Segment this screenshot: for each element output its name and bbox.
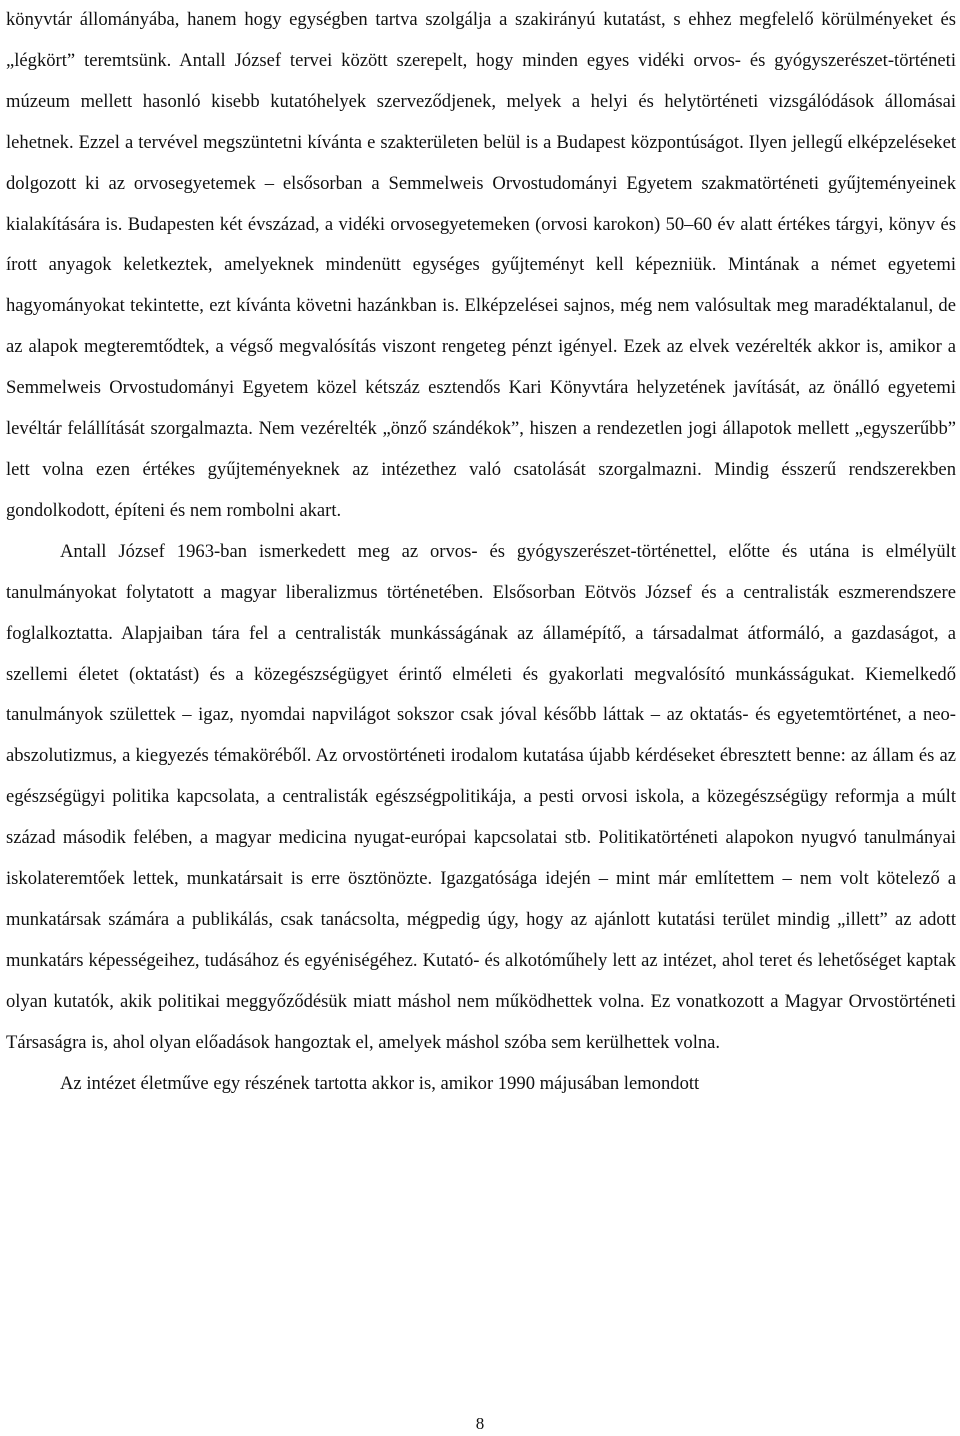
paragraph-3: Az intézet életműve egy részének tartotta akkor is, amikor 1990 májusában lemondott — [60, 1072, 700, 1094]
paragraph-2: Antall József 1963-ban ismerkedett meg az orvos- és gyógyszerészet-történettel, előtte és utána is elmélyült tanulmányokat folytatott a magyar liberalizmus történetében. Elsősorban Eötvös József és a centralisták eszmerendszere foglalkoztatta. Alapjaiban tára fel a centralisták munkásságának az államépítő, a társadalmat átformáló, a gazdaságot, a szellemi életet (oktatást) és a közegészségügyet érintő elméleti és gyakorlati megvalósító munkásságukat. Kiemelkedő tanulmányok születtek – igaz, nyomdai napvilágot sokszor csak jóval később láttak – az oktatás- és egyetemtörténet, a neo-abszolutizmus, a kiegyezés témaköréből. Az orvostörténeti irodalom kutatása újabb kérdéseket ébresztett benne: az állam és az egészségügyi politika kapcsolata, a centralisták egészségpolitikája, a pesti orvosi iskola, a közegészségügy reformja a múlt század második felében, a magyar medicina nyugat-európai kapcsolatai stb. Politikatörténeti alapokon nyugvó tanulmányai iskolateremtőek lettek, munkatársait is erre ösztönözte. Igazgatósága idején – mint már említettem – nem volt kötelező a munkatársak számára a publikálás, csak tanácsolta, mégpedig úgy, hogy az ajánlott kutatási terület mindig „illett” az adott munkatárs képességeihez, tudásához és egyéniségéhez. Kutató- és alkotóműhely lett az intézet, ahol teret és lehetőséget kaptak olyan kutatók, akik politikai meggyőződésük miatt máshol nem működhettek volna. Ez vonatkozott a Magyar Orvostörténeti Társaságra is, ahol olyan előadások hangoztak el, amelyek máshol szóba sem kerülhettek volna. — [6, 540, 956, 1053]
page-number: 8 — [475, 1414, 485, 1433]
paragraph-1: könyvtár állományába, hanem hogy egységben tartva szolgálja a szakirányú kutatást, s ehhez megfelelő körülményeket és „légkört” teremtsünk. Antall József tervei között szerepelt, hogy minden egyes vidéki orvos- és gyógyszerészet-történeti múzeum mellett hasonló kisebb kutatóhelyek szerveződjenek, melyek a helyi és helytörténeti vizsgálódások állomásai lehetnek. Ezzel a tervével megszüntetni kívánta e szakterületen belül is a Budapest központúságot. Ilyen jellegű elképzeléseket dolgozott ki az orvosegyetemek – elsősorban a Semmelweis Orvostudományi Egyetem szakmatörténeti gyűjteményeinek kialakítására is. Budapesten két évszázad, a vidéki orvosegyetemeken (orvosi karokon) 50–60 év alatt értékes tárgyi, könyv és írott anyagok keletkeztek, amelyeknek mindenütt egységes gyűjteményt kell képezniük. Mintának a német egyetemi hagyományokat tekintette, ezt kívánta követni hazánkban is. Elképzelései sajnos, még nem valósultak meg maradéktalanul, de az alapok megteremtődtek, a végső megvalósítás viszont rengeteg pénzt igényel. Ezek az elvek vezérelték akkor is, amikor a Semmelweis Orvostudományi Egyetem közel kétszáz esztendős Kari Könyvtára helyzetének javítását, az önálló egyetemi levéltár felállítását szorgalmazta. Nem vezérelték „önző szándékok”, hiszen a rendezetlen jogi állapotok mellett „egyszerűbb” lett volna ezen értékes gyűjteményeknek az intézethez való csatolását szorgalmazni. Mindig ésszerű rendszerekben gondolkodott, építeni és nem rombolni akart. — [6, 9, 956, 521]
body-text — [6, 0, 956, 1104]
